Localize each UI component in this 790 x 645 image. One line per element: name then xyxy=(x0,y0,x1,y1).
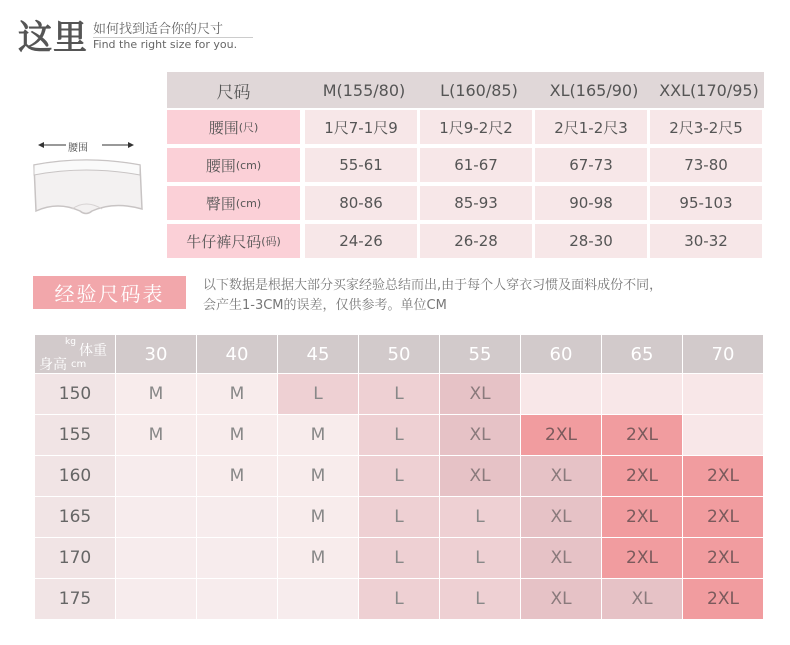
weight-header: 45 xyxy=(278,335,358,373)
waist-label: 腰围 xyxy=(68,143,88,154)
size-cell xyxy=(197,579,277,619)
size-table-cell: 90-98 xyxy=(535,186,647,220)
height-header: 155 xyxy=(35,415,115,455)
unit-kg: kg xyxy=(65,337,76,347)
unit-cm: cm xyxy=(71,359,87,370)
measure-unit: (尺) xyxy=(238,121,259,134)
measure-unit: (码) xyxy=(261,235,281,248)
size-cell xyxy=(116,579,196,619)
size-table-row-label xyxy=(167,148,300,182)
size-table-cell: 85-93 xyxy=(420,186,532,220)
height-header: 150 xyxy=(35,374,115,414)
size-cell xyxy=(197,538,277,578)
size-cell xyxy=(116,538,196,578)
size-cell: L xyxy=(359,374,439,414)
weight-header: 50 xyxy=(359,335,439,373)
size-cell: M xyxy=(197,374,277,414)
size-table-cell: 61-67 xyxy=(420,148,532,182)
weight-header: 30 xyxy=(116,335,196,373)
size-cell: 2XL xyxy=(602,497,682,537)
size-cell: 2XL xyxy=(521,415,601,455)
weight-header: 65 xyxy=(602,335,682,373)
size-cell xyxy=(521,374,601,414)
size-cell: L xyxy=(359,415,439,455)
size-table-row-label xyxy=(167,186,300,220)
size-table-cell: 73-80 xyxy=(650,148,762,182)
size-cell: 2XL xyxy=(602,538,682,578)
size-cell: L xyxy=(359,538,439,578)
size-cell xyxy=(683,374,763,414)
measure-unit: (cm) xyxy=(235,196,262,210)
subtitle-chinese: 如何找到适合你的尺寸 xyxy=(93,22,224,37)
size-table-corner: 尺码 xyxy=(216,82,251,103)
note-line-1: 以下数据是根据大部分买家经验总结而出,由于每个人穿衣习惯及面料成份不同， xyxy=(203,278,663,293)
size-cell: M xyxy=(278,415,358,455)
size-table-cell: 67-73 xyxy=(535,148,647,182)
size-cell: M xyxy=(116,374,196,414)
note-line-2: 会产生1-3CM的误差，仅供参考。单位CM xyxy=(203,298,447,313)
size-table-cell: 2尺3-2尺5 xyxy=(650,110,762,144)
height-header: 165 xyxy=(35,497,115,537)
weight-header: 70 xyxy=(683,335,763,373)
size-cell xyxy=(197,497,277,537)
size-cell: L xyxy=(278,374,358,414)
subtitle-english: Find the right size for you. xyxy=(93,38,238,51)
page-title: 这里 xyxy=(18,18,88,58)
size-cell: M xyxy=(116,415,196,455)
size-cell: L xyxy=(440,579,520,619)
size-cell: L xyxy=(359,579,439,619)
size-table-cell: 28-30 xyxy=(535,224,647,258)
size-cell: M xyxy=(278,456,358,496)
size-table-cell: 1尺9-2尺2 xyxy=(420,110,532,144)
measure-unit: (cm) xyxy=(235,158,262,172)
size-cell xyxy=(116,497,196,537)
size-table-cell: 1尺7-1尺9 xyxy=(305,110,417,144)
size-cell: M xyxy=(278,538,358,578)
size-cell: M xyxy=(278,497,358,537)
size-table-cell: 26-28 xyxy=(420,224,532,258)
briefs-illustration xyxy=(28,125,158,225)
weight-label: 体重 xyxy=(79,343,107,359)
size-cell: XL xyxy=(440,415,520,455)
size-cell xyxy=(278,579,358,619)
matrix-corner xyxy=(35,335,115,373)
size-table-cell: 55-61 xyxy=(305,148,417,182)
size-cell xyxy=(602,374,682,414)
height-header: 170 xyxy=(35,538,115,578)
size-cell: L xyxy=(440,538,520,578)
weight-header: 40 xyxy=(197,335,277,373)
measure-name: 腰围 xyxy=(205,156,236,175)
size-cell xyxy=(116,456,196,496)
size-cell: XL xyxy=(521,456,601,496)
height-header: 175 xyxy=(35,579,115,619)
size-cell: L xyxy=(359,456,439,496)
measure-name: 腰围 xyxy=(208,118,239,137)
size-table-cell: 2尺1-2尺3 xyxy=(535,110,647,144)
size-table-size-header: L(160/85) xyxy=(440,80,518,100)
size-table-row-label xyxy=(167,110,300,144)
size-cell: XL xyxy=(440,374,520,414)
size-cell: 2XL xyxy=(602,415,682,455)
size-cell: XL xyxy=(440,456,520,496)
size-cell: XL xyxy=(521,538,601,578)
height-header: 160 xyxy=(35,456,115,496)
size-table-cell: 24-26 xyxy=(305,224,417,258)
size-table-cell: 30-32 xyxy=(650,224,762,258)
size-table-cell: 80-86 xyxy=(305,186,417,220)
size-cell: 2XL xyxy=(602,456,682,496)
size-cell: M xyxy=(197,415,277,455)
size-cell: 2XL xyxy=(683,538,763,578)
size-cell xyxy=(683,415,763,455)
size-table-size-header: XL(165/90) xyxy=(549,80,639,100)
size-cell: L xyxy=(440,497,520,537)
size-cell: XL xyxy=(521,579,601,619)
measure-name: 牛仔裤尺码 xyxy=(186,232,262,251)
size-table-size-header: XXL(170/95) xyxy=(659,80,759,100)
size-cell: XL xyxy=(521,497,601,537)
size-cell: 2XL xyxy=(683,579,763,619)
size-table-row-label xyxy=(167,224,300,258)
size-table-size-header: M(155/80) xyxy=(322,80,406,100)
size-cell: L xyxy=(359,497,439,537)
weight-header: 60 xyxy=(521,335,601,373)
size-cell: 2XL xyxy=(683,456,763,496)
size-table-cell: 95-103 xyxy=(650,186,762,220)
measure-name: 臀围 xyxy=(205,194,236,213)
height-label: 身高 xyxy=(39,357,67,373)
experience-title-banner: 经验尺码表 xyxy=(33,276,186,309)
size-cell: M xyxy=(197,456,277,496)
size-cell: 2XL xyxy=(683,497,763,537)
weight-header: 55 xyxy=(440,335,520,373)
size-cell: XL xyxy=(602,579,682,619)
